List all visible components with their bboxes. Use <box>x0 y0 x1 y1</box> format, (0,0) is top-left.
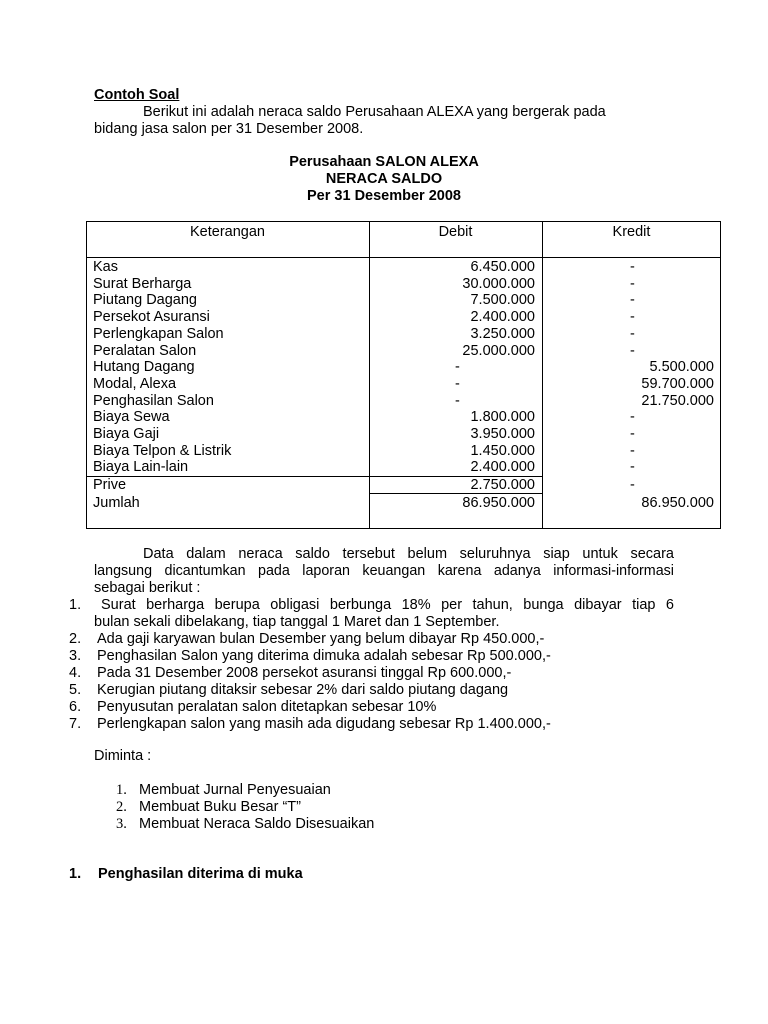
row-account: Penghasilan Salon <box>93 392 214 409</box>
info-number: 7. <box>69 716 82 732</box>
header-debit: Debit <box>438 224 473 240</box>
row-credit: 5.500.000 <box>649 359 714 376</box>
header-kredit: Kredit <box>612 224 651 240</box>
row-account: Perlengkapan Salon <box>93 325 224 342</box>
report-title: NERACA SALDO <box>325 171 443 187</box>
info-text: Pada 31 Desember 2008 persekot asuransi tinggal Rp 600.000,- <box>97 665 512 681</box>
row-account: Persekot Asuransi <box>93 309 210 326</box>
row-debit: 7.500.000 <box>470 292 535 309</box>
info-text: Kerugian piutang ditaksir sebesar 2% dari saldo piutang dagang <box>97 682 509 698</box>
total-credit: 86.950.000 <box>641 495 714 511</box>
report-date: Per 31 Desember 2008 <box>307 188 461 204</box>
paragraph-line-2: langsung dicantumkan pada laporan keuangan karena adanya informasi-informasi <box>94 563 674 579</box>
row-debit: 3.250.000 <box>470 325 535 342</box>
row-credit: - <box>630 275 635 292</box>
row-account: Peralatan Salon <box>93 342 197 359</box>
company-title: Perusahaan SALON ALEXA <box>289 154 479 170</box>
info-text: Perlengkapan salon yang masih ada digudang sebesar Rp 1.400.000,- <box>97 716 551 732</box>
section-number: 1. <box>69 866 82 882</box>
info-number: 6. <box>69 699 82 715</box>
row-credit: - <box>630 409 635 426</box>
info-text: Ada gaji karyawan bulan Desember yang belum dibayar Rp 450.000,- <box>97 631 545 647</box>
row-account: Biaya Sewa <box>93 409 170 426</box>
row-account: Biaya Telpon & Listrik <box>93 442 232 459</box>
task-number: 1. <box>116 782 127 798</box>
row-debit: - <box>455 392 460 409</box>
row-debit: 1.800.000 <box>470 409 535 426</box>
info-text-continued: bulan sekali dibelakang, tiap tanggal 1 Maret dan 1 September. <box>94 614 500 630</box>
row-debit: 2.750.000 <box>470 477 535 493</box>
row-debit: 6.450.000 <box>470 259 535 275</box>
row-credit: - <box>630 459 635 476</box>
task-number: 3. <box>116 816 127 832</box>
row-credit: 21.750.000 <box>641 392 714 409</box>
row-credit: - <box>630 309 635 326</box>
info-text: Penghasilan Salon yang diterima dimuka adalah sebesar Rp 500.000,- <box>97 648 551 664</box>
diminta-label: Diminta : <box>94 748 152 764</box>
row-debit: 1.450.000 <box>470 442 535 459</box>
paragraph-line-1: Data dalam neraca saldo tersebut belum seluruhnya siap untuk secara <box>143 546 674 562</box>
row-account: Hutang Dagang <box>93 359 195 376</box>
row-credit: - <box>630 292 635 309</box>
total-debit: 86.950.000 <box>462 495 535 511</box>
row-credit: - <box>630 259 635 275</box>
row-account: Modal, Alexa <box>93 375 177 392</box>
total-label: Jumlah <box>93 495 140 511</box>
row-debit: 30.000.000 <box>462 275 535 292</box>
task-text: Membuat Jurnal Penyesuaian <box>139 782 331 798</box>
table-border-right <box>720 221 721 529</box>
task-number: 2. <box>116 799 127 815</box>
task-text: Membuat Buku Besar “T” <box>139 799 301 815</box>
info-text: Penyusutan peralatan salon ditetapkan sebesar 10% <box>97 699 437 715</box>
row-debit: - <box>455 359 460 376</box>
row-credit: - <box>630 426 635 442</box>
row-account: Prive <box>93 477 127 493</box>
paragraph-line-3: sebagai berikut : <box>94 580 201 596</box>
section-title: Penghasilan diterima di muka <box>98 866 303 882</box>
table-border-top <box>86 221 721 222</box>
row-credit: 59.700.000 <box>641 375 714 392</box>
intro-label: Contoh Soal <box>94 87 180 103</box>
header-keterangan: Keterangan <box>190 224 265 240</box>
row-account: Biaya Lain-lain <box>93 459 189 476</box>
row-credit: - <box>630 442 635 459</box>
intro-line-1: Berikut ini adalah neraca saldo Perusahaan ALEXA yang bergerak pada <box>143 104 606 120</box>
row-credit: - <box>630 342 635 359</box>
row-account: Surat Berharga <box>93 275 192 292</box>
info-text: Surat berharga berupa obligasi berbunga 18% per tahun, bunga dibayar tiap 6 <box>101 597 674 613</box>
row-account: Biaya Gaji <box>93 426 160 442</box>
table-border-left <box>86 221 87 529</box>
row-account: Kas <box>93 259 118 275</box>
row-debit: - <box>455 375 460 392</box>
info-number: 1. <box>69 597 82 613</box>
info-number: 4. <box>69 665 82 681</box>
row-debit: 2.400.000 <box>470 459 535 476</box>
row-debit: 3.950.000 <box>470 426 535 442</box>
row-credit: - <box>630 325 635 342</box>
task-text: Membuat Neraca Saldo Disesuaikan <box>139 816 375 832</box>
header-divider <box>86 257 721 258</box>
row-debit: 25.000.000 <box>462 342 535 359</box>
info-number: 3. <box>69 648 82 664</box>
trial-balance-table <box>86 221 721 529</box>
intro-line-2: bidang jasa salon per 31 Desember 2008. <box>94 121 364 137</box>
row-credit: - <box>630 477 635 493</box>
table-border-bottom <box>86 528 721 529</box>
row-account: Piutang Dagang <box>93 292 197 309</box>
info-number: 2. <box>69 631 82 647</box>
row-debit: 2.400.000 <box>470 309 535 326</box>
info-number: 5. <box>69 682 82 698</box>
